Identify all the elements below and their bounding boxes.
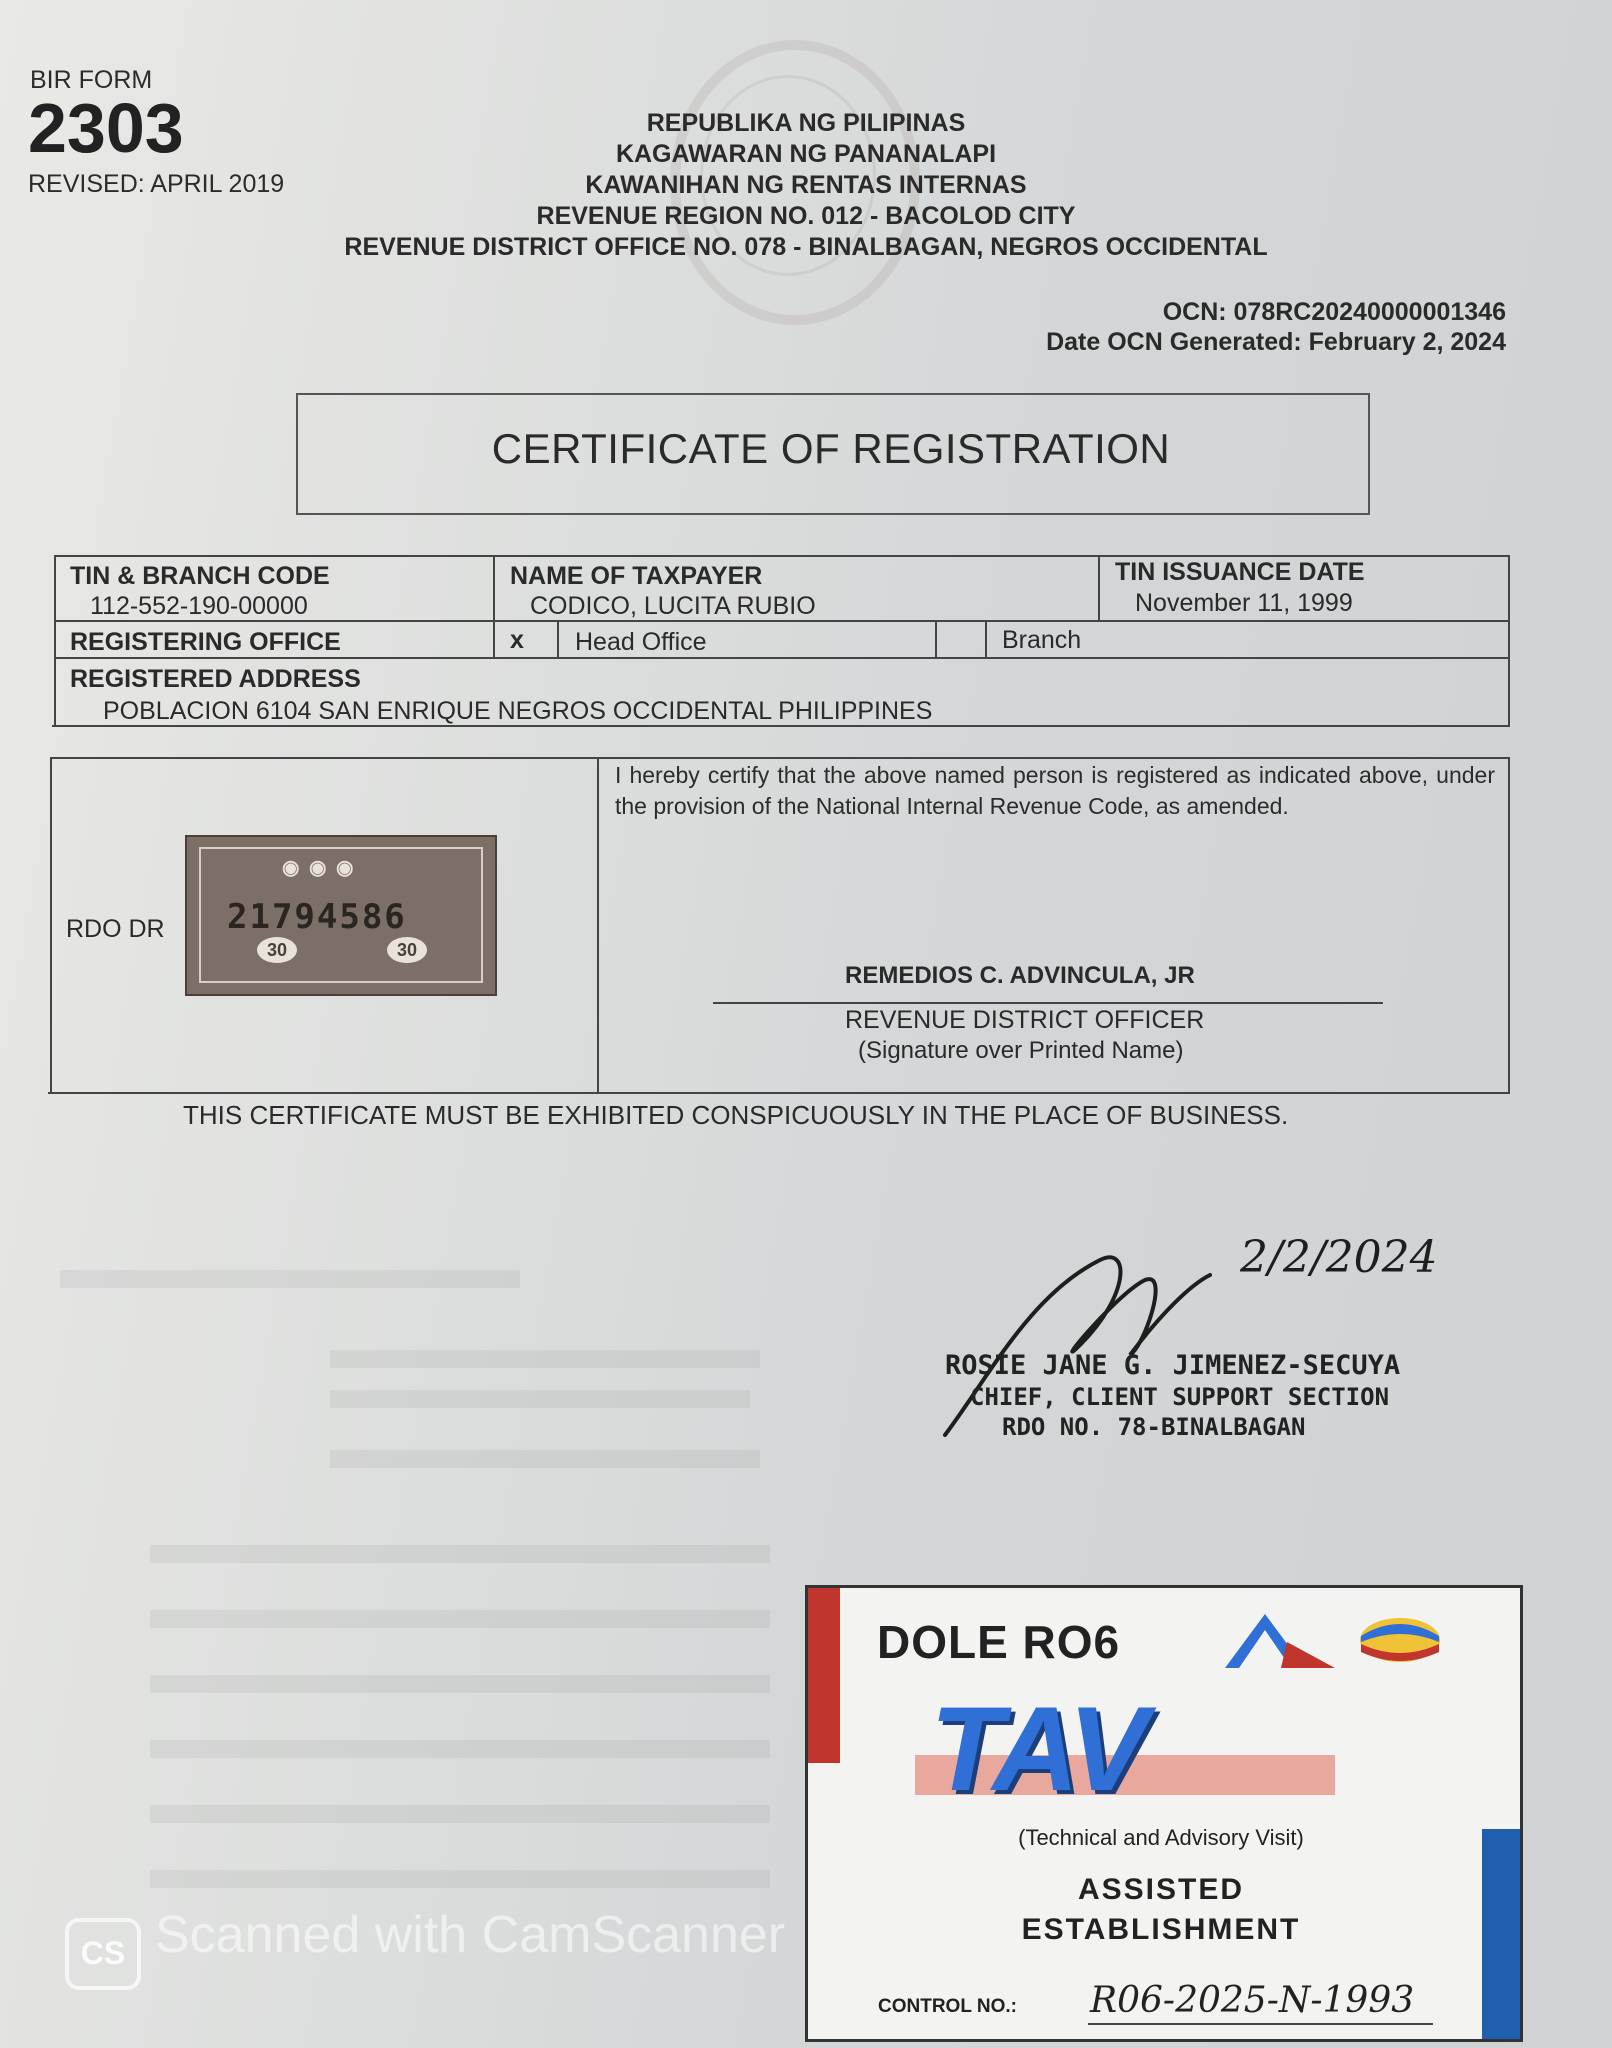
head-office-checkmark: x <box>510 626 524 654</box>
bleedthrough-line <box>60 1270 520 1288</box>
head-office-label: Head Office <box>575 628 707 656</box>
bleedthrough-line <box>150 1805 770 1823</box>
sticker-red-strip <box>808 1588 840 1763</box>
table-divider <box>55 657 1510 659</box>
bleedthrough-line <box>330 1390 750 1408</box>
bleedthrough-line <box>150 1675 770 1693</box>
bagong-pilipinas-logo-icon <box>1355 1612 1445 1672</box>
camscanner-logo-icon: CS <box>65 1918 141 1990</box>
table-divider <box>493 555 495 657</box>
certification-statement: I hereby certify that the above named person is registered as indicated above, under the provision of the National Internal Revenue Code, as amended. <box>615 762 1495 819</box>
form-label: BIR FORM <box>30 66 153 94</box>
table-border-right <box>1508 555 1510 727</box>
table-divider <box>557 620 559 657</box>
verification-date: 2/2/2024 <box>1240 1232 1438 1283</box>
taxpayer-name-value: CODICO, LUCITA RUBIO <box>530 592 816 620</box>
table-divider <box>1098 555 1100 620</box>
control-number-line <box>1088 2023 1433 2025</box>
bleedthrough-line <box>330 1350 760 1368</box>
cert-border-top <box>52 757 1510 759</box>
sticker-subtitle: (Technical and Advisory Visit) <box>1018 1825 1304 1850</box>
sticker-org: DOLE RO6 <box>877 1616 1121 1668</box>
header-region: REVENUE REGION NO. 012 - BACOLOD CITY <box>536 202 1076 230</box>
stamp-value-left: 30 <box>257 937 297 963</box>
header-department: KAGAWARAN NG PANANALAPI <box>615 140 997 168</box>
officer-title: REVENUE DISTRICT OFFICER <box>845 1006 1205 1034</box>
display-notice: THIS CERTIFICATE MUST BE EXHIBITED CONSPICUOUSLY IN THE PLACE OF BUSINESS. <box>183 1100 1289 1130</box>
sticker-line1: ASSISTED <box>1077 1873 1245 1906</box>
verifier-name: ROSIE JANE G. JIMENEZ-SECUYA <box>945 1350 1401 1381</box>
cert-border-right <box>1508 757 1510 1094</box>
tin-value: 112-552-190-00000 <box>90 592 308 620</box>
branch-label: Branch <box>1002 626 1082 654</box>
stamp-value-right: 30 <box>387 937 427 963</box>
header-district-office: REVENUE DISTRICT OFFICE NO. 078 - BINALBAGAN, NEGROS OCCIDENTAL <box>344 233 1268 261</box>
table-border-left <box>54 555 56 727</box>
officer-signature-note: (Signature over Printed Name) <box>858 1037 1184 1064</box>
registered-address-label: REGISTERED ADDRESS <box>70 665 361 693</box>
control-number-value: R06-2025-N-1993 <box>1090 1980 1415 2021</box>
officer-name: REMEDIOS C. ADVINCULA, JR <box>845 962 1195 989</box>
taxpayer-name-label: NAME OF TAXPAYER <box>510 562 763 590</box>
sticker-tav-logo: TAV <box>930 1682 1147 1816</box>
tin-issuance-value: November 11, 1999 <box>1135 589 1353 617</box>
ocn-number: OCN: 078RC20240000001346 <box>1162 298 1506 326</box>
table-divider <box>935 620 937 657</box>
signature-line <box>713 1002 1383 1004</box>
form-revision: REVISED: APRIL 2019 <box>28 170 285 198</box>
documentary-stamp <box>185 835 497 996</box>
cert-border-left <box>50 757 52 1094</box>
header-bureau: KAWANIHAN NG RENTAS INTERNAS <box>585 171 1027 199</box>
sticker-line2: ESTABLISHMENT <box>1021 1913 1301 1946</box>
certificate-title: CERTIFICATE OF REGISTRATION <box>491 425 1171 472</box>
registering-office-label: REGISTERING OFFICE <box>70 628 341 656</box>
bleedthrough-line <box>150 1610 770 1628</box>
table-divider <box>985 620 987 657</box>
scanner-watermark-text: Scanned with CamScanner <box>155 1906 786 1964</box>
bleedthrough-line <box>330 1450 760 1468</box>
cert-border-bottom <box>48 1092 1510 1094</box>
cert-divider <box>597 757 599 1094</box>
dole-logo-icon <box>1225 1612 1335 1670</box>
bleedthrough-line <box>150 1545 770 1563</box>
bleedthrough-line <box>150 1740 770 1758</box>
control-number-label: CONTROL NO.: <box>878 1996 1017 2017</box>
rdo-dr-label: RDO DR <box>66 915 165 943</box>
registered-address-value: POBLACION 6104 SAN ENRIQUE NEGROS OCCIDENTAL PHILIPPINES <box>103 697 933 725</box>
stamp-serial-number: 21794586 <box>227 897 407 937</box>
tin-issuance-label: TIN ISSUANCE DATE <box>1115 558 1365 586</box>
header-republic: REPUBLIKA NG PILIPINAS <box>646 109 966 137</box>
ocn-date: Date OCN Generated: February 2, 2024 <box>1046 328 1506 356</box>
verifier-office: RDO NO. 78-BINALBAGAN <box>1002 1413 1306 1441</box>
form-number: 2303 <box>28 89 184 167</box>
verifier-position: CHIEF, CLIENT SUPPORT SECTION <box>970 1383 1390 1411</box>
stamp-crest-icon: ◉ ◉ ◉ <box>282 857 356 879</box>
bleedthrough-line <box>150 1870 770 1888</box>
tin-label: TIN & BRANCH CODE <box>70 562 330 590</box>
table-border-top <box>55 555 1510 557</box>
